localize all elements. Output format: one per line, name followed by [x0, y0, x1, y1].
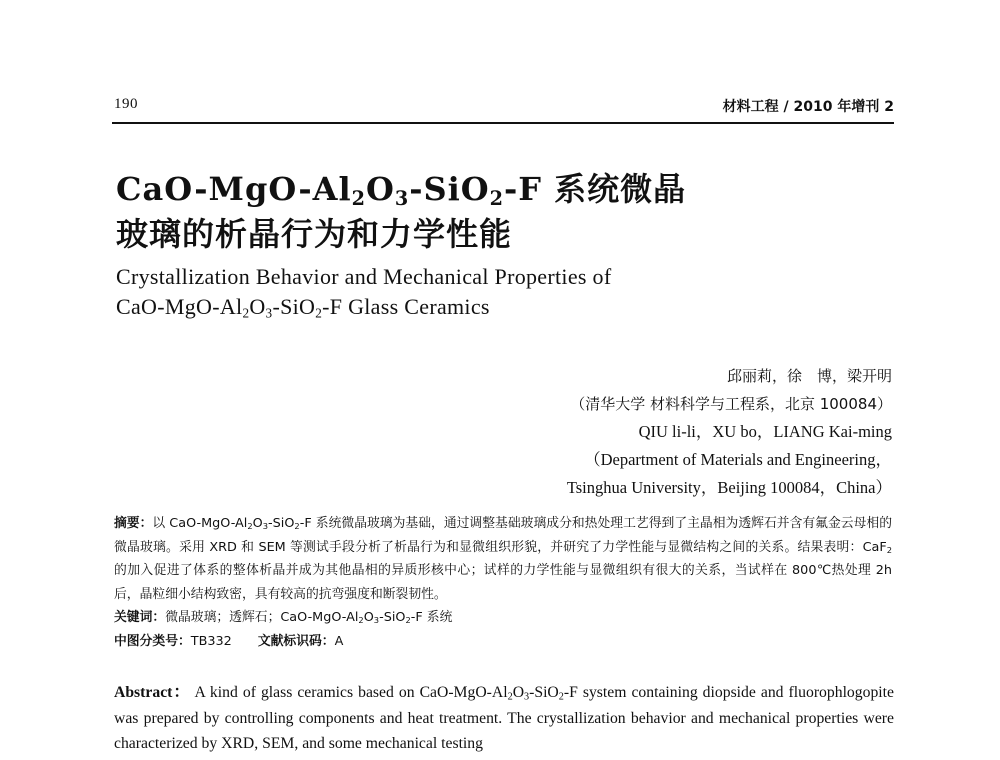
title-en-line2: CaO-$MgO-Al_2O_3-SiO_2-F$ Glass Ceramics — [116, 294, 490, 321]
byline — [567, 362, 892, 502]
clc-label: 中图分类号： — [114, 633, 191, 649]
title-zh-line2: 玻璃的析晶行为和力学性能 — [116, 215, 513, 253]
authors-zh: 邱丽莉，徐 博，梁开明 — [726, 367, 892, 385]
abstract-zh-label: 摘要： — [114, 516, 153, 531]
abstract-en: Abstract： A kind of glass ceramics based on CaO-$MgO-Al_2O_3-SiO_2-F$ system containing diopside and fluorophlogopite was prepared by controlling components and heat treatment. The crystallization behavior and mechanical properties were characterized by XRD, SEM, and some mechanical testing — [114, 684, 894, 752]
clc-code — [114, 630, 232, 654]
abstract-zh-body: 摘要：以 CaO-$MgO-Al_2O_3-SiO_2-F$ 系统微晶玻璃为基础，通过调整基础玻璃成分和热处理工艺得到了主晶相为透辉石并含有氟金云母相的微晶玻璃。采用 XRD 和 SEM 等测试手段分析了析晶行为和显微组织形貌，并研究了力学性能与显微结构之间的关系。结果表明：CaF$_2$ 的加入促进了体系的整体析晶并成为其他晶相的异质形核中心；试样的力学性能与显微组织有很大的关系，当试样在 800℃热处理 2h 后，晶粒细小结构致密，具有较高的抗弯强度和断裂韧性。 — [114, 516, 893, 602]
doc-code — [258, 634, 344, 649]
affiliation-en-line2: Tsinghua University，Beijing 100084，China） — [566, 478, 892, 497]
title-en — [116, 262, 611, 322]
page-number: 190 — [114, 96, 138, 112]
journal-info: 材料工程 / 2010 年增刊 2 — [722, 99, 894, 115]
authors-en: QIU li-li，XU bo，LIANG Kai-ming — [638, 422, 892, 441]
header-rule — [112, 122, 894, 124]
doc-code-value: A — [334, 633, 344, 649]
title-zh-line1: CaO-$MgO-Al_2O_3-SiO_2-F$ 系统微晶 — [116, 170, 687, 210]
classification — [114, 630, 892, 654]
title-en-line1: Crystallization Behavior and Mechanical Properties of — [116, 264, 612, 289]
title-zh — [116, 167, 686, 257]
doc-code-label: 文献标识码： — [257, 633, 335, 649]
affiliation-zh: （清华大学 材料科学与工程系，北京 100084） — [570, 395, 892, 413]
keywords: 关键词：微晶玻璃；透辉石；CaO-$MgO-Al_2O_3-SiO_2-F$ 系统 — [114, 610, 453, 626]
abstract-en-label: Abstract： — [114, 684, 191, 701]
abstract-zh — [114, 512, 892, 653]
keywords-label: 关键词： — [114, 610, 166, 625]
affiliation-en-line1: （Department of Materials and Engineering， — [584, 450, 892, 469]
clc-value: TB332 — [190, 633, 232, 649]
